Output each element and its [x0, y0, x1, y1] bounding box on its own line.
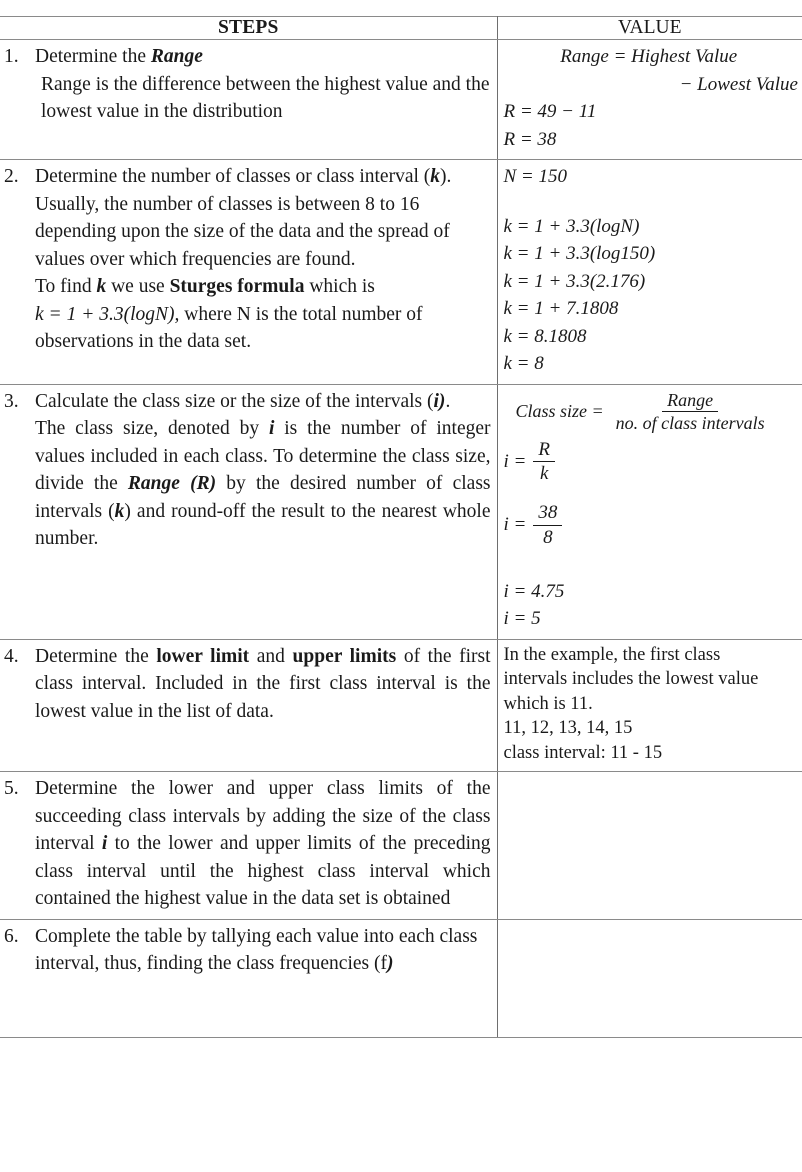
symbol-f: ) — [386, 953, 394, 975]
range-formula-line-2: − Lowest Value — [679, 73, 798, 95]
step-4-description-cell — [0, 639, 497, 772]
step-4 — [4, 643, 491, 726]
step-1-description-cell — [0, 40, 497, 160]
step-3-p1-part-b: . — [445, 390, 451, 412]
class-size-label: Class size = — [515, 400, 604, 421]
step-3-p2-part-c: by the desired number of class intervals ( — [35, 473, 491, 522]
lower-limit-label: lower limit — [156, 645, 250, 667]
k-calc-line: k = 1 + 3.3(2.176) — [503, 270, 646, 292]
table-header-row — [0, 17, 802, 40]
step-6-paragraph — [35, 923, 491, 978]
step-1 — [4, 43, 491, 126]
range-formula-line-1: Range = Highest Value — [560, 46, 738, 67]
step-1-detail: Range is the difference between the highest value and the lowest value in the distribution — [41, 73, 490, 122]
step-4-value-cell — [497, 639, 802, 772]
table-row — [0, 639, 802, 772]
step-2-paragraph-1 — [35, 163, 491, 273]
i-equals-r-over-k — [504, 439, 802, 485]
step-number: 6. — [4, 925, 19, 947]
spacer — [504, 548, 802, 578]
step-4-paragraph — [35, 643, 491, 726]
class-size-fraction — [611, 390, 770, 433]
step-6-description-cell — [0, 919, 497, 1037]
step-3-value-cell — [497, 384, 802, 639]
step-number: 1. — [4, 46, 19, 67]
example-values-list: 11, 12, 13, 14, 15 — [503, 718, 633, 739]
step-2-p2-part-b: we use — [106, 276, 170, 297]
step-3-description-cell — [0, 384, 497, 639]
thirty-eight-over-eight-fraction — [533, 502, 562, 548]
table-row — [0, 160, 802, 385]
step-text — [35, 388, 491, 553]
step-3-paragraph-2 — [35, 415, 491, 553]
step-4-part-a: Determine the — [35, 645, 157, 667]
step-5-value-cell — [497, 772, 802, 920]
step-3-paragraph-1 — [35, 388, 491, 416]
step-6 — [4, 923, 491, 978]
step-number: 4. — [4, 645, 19, 667]
step-text — [35, 923, 491, 978]
fraction-denominator: 8 — [543, 526, 553, 548]
step-2-p2-part-c: which is — [304, 276, 375, 297]
table-row — [0, 772, 802, 920]
example-line-2: intervals includes the lowest value — [503, 669, 759, 690]
step-text — [35, 643, 491, 726]
symbol-k: k — [430, 166, 441, 187]
step-text — [35, 775, 491, 913]
example-line-1: In the example, the first class — [503, 644, 721, 665]
i-equals-38-over-8 — [504, 502, 802, 548]
k-calc-line: k = 8 — [503, 353, 544, 374]
step-2-description-cell — [0, 160, 497, 385]
range-r-label: Range (R) — [127, 473, 217, 494]
step-2 — [4, 163, 491, 356]
range-calc-2: R = 38 — [503, 128, 557, 150]
step-5-paragraph — [35, 775, 491, 913]
symbol-i: i) — [433, 390, 446, 412]
step-number: 2. — [4, 166, 19, 187]
class-size-formula — [516, 390, 802, 433]
fraction-numerator: R — [533, 439, 555, 462]
upper-limits-label: upper limits — [292, 645, 397, 667]
step-6-part-a: Complete the table by tallying each value into each class interval, thus, finding the class frequencies (f — [35, 925, 478, 975]
step-5 — [4, 775, 491, 913]
symbol-i: i — [268, 418, 275, 439]
step-1-value-cell — [497, 40, 802, 160]
step-5-part-a: Determine the lower and upper class limits of the succeeding class intervals by adding the size of the class interval — [35, 778, 491, 855]
sturges-equation: k = 1 + 3.3(logN), — [35, 303, 180, 325]
step-3-p1-part-a: Calculate the class size or the size of the intervals ( — [35, 390, 434, 412]
step-1-title-prefix: Determine the — [35, 46, 151, 67]
step-5-description-cell — [0, 772, 497, 920]
step-number: 3. — [4, 390, 19, 412]
k-calc-line: k = 1 + 3.3(log150) — [503, 243, 656, 264]
table-row — [0, 919, 802, 1037]
symbol-k: k — [96, 276, 107, 297]
n-value: N = 150 — [503, 166, 567, 187]
step-4-part-b: and — [249, 645, 293, 667]
step-2-p3-rest: where N is the total number of observations in the data set. — [35, 303, 423, 352]
fraction-denominator: k — [539, 463, 549, 485]
sturges-formula-label: Sturges formula — [169, 276, 305, 297]
example-line-3: which is 11. — [503, 693, 593, 714]
step-2-p1-part-b: ). Usually, the number of classes is between 8 to 16 depending upon the size of the data and the spread of values over which frequencies are found. — [35, 166, 452, 270]
fraction-denominator: no. of class intervals — [615, 412, 765, 433]
step-3-p2-part-a: The class size, denoted by — [35, 418, 269, 439]
step-text — [35, 43, 491, 126]
k-calc-line: k = 1 + 3.3(logN) — [503, 215, 640, 237]
step-2-p1-part-a: Determine the number of classes or class interval ( — [35, 166, 431, 187]
i-result-decimal: i = 4.75 — [503, 580, 565, 602]
step-1-title-line — [35, 43, 491, 71]
i-label: i = — [503, 514, 527, 536]
step-6-value-cell — [497, 919, 802, 1037]
symbol-k: k — [114, 500, 125, 522]
step-number: 5. — [4, 778, 19, 800]
step-3-p2-part-d: ) and round-off the result to the nearest whole number. — [35, 500, 491, 549]
column-header-value: VALUE — [497, 17, 802, 40]
step-3 — [4, 388, 491, 553]
steps-value-table — [0, 16, 802, 1038]
i-label: i = — [503, 450, 527, 472]
step-1-title-keyword: Range — [150, 46, 203, 67]
step-4-part-c: of the first class interval. Included in the first class interval is the lowest value in the list of data. — [35, 645, 491, 722]
step-2-p2-part-a: To find — [35, 276, 97, 297]
k-calc-line: k = 8.1808 — [503, 325, 587, 347]
step-2-paragraph-2 — [35, 273, 491, 301]
i-result-rounded: i = 5 — [503, 608, 541, 630]
spacer — [504, 191, 802, 213]
example-class-interval: class interval: 11 - 15 — [503, 742, 663, 763]
range-calc-1: R = 49 − 11 — [503, 101, 597, 122]
step-text — [35, 163, 491, 356]
table-row — [0, 384, 802, 639]
step-2-value-cell — [497, 160, 802, 385]
r-over-k-fraction — [533, 439, 555, 485]
step-3-p2-part-b: is the number of integer values included in each class. To determine the class size, divide the — [35, 418, 491, 494]
fraction-numerator: Range — [662, 390, 718, 412]
column-header-steps: STEPS — [0, 17, 497, 40]
step-5-part-b: to the lower and upper limits of the preceding class interval until the highest class interval which contained the highest value in the data set is obtained — [35, 833, 491, 910]
step-2-paragraph-3 — [35, 301, 491, 356]
symbol-i: i — [101, 833, 108, 855]
k-calc-line: k = 1 + 7.1808 — [503, 298, 619, 319]
fraction-numerator: 38 — [533, 502, 562, 525]
table-row — [0, 40, 802, 160]
